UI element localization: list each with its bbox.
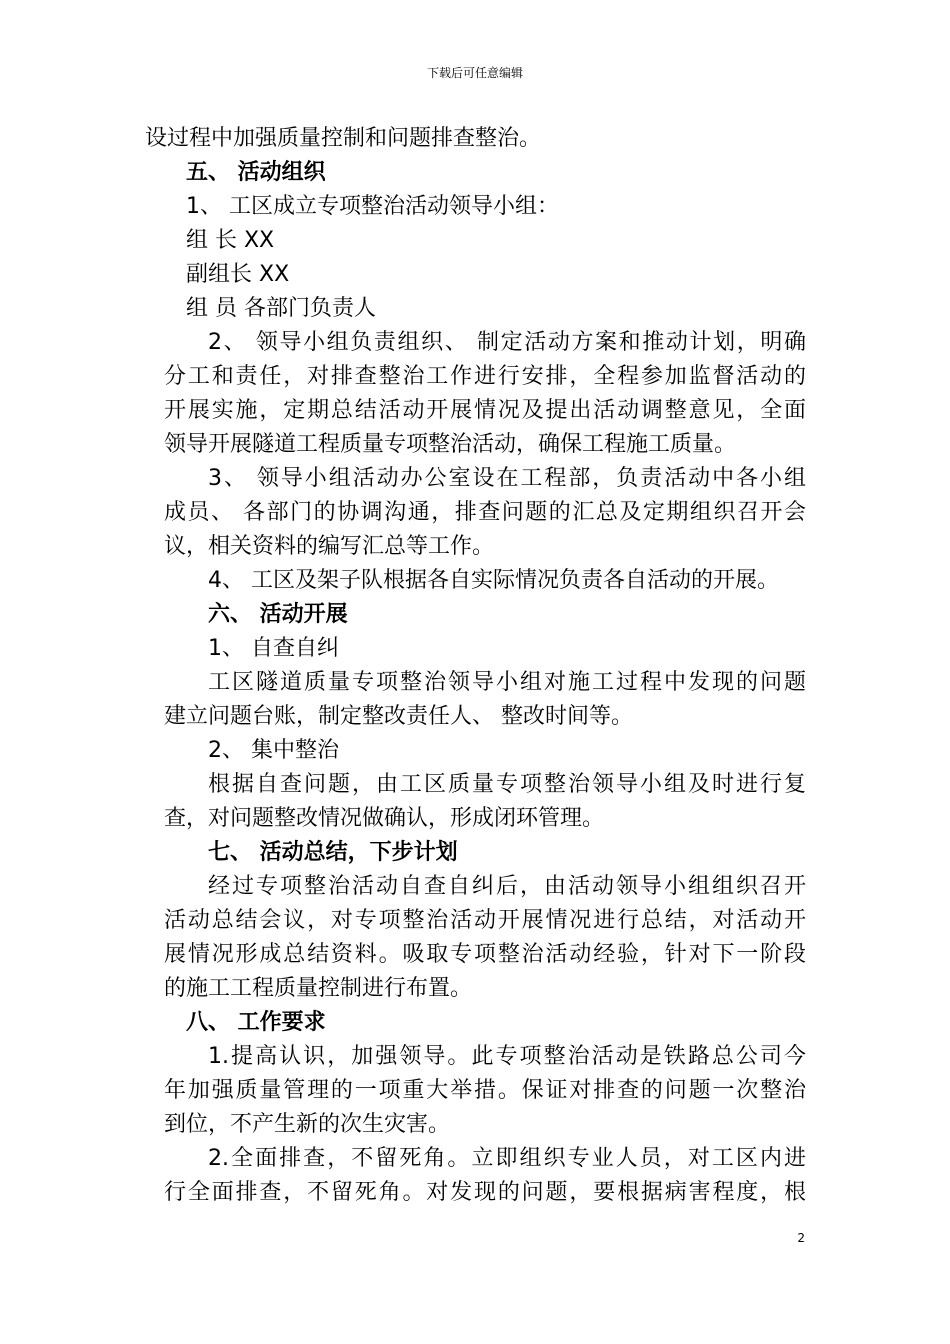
section-heading: 六、 活动开展 [208, 602, 348, 627]
section-heading: 八、 工作要求 [186, 1010, 326, 1035]
body-line: 设过程中加强质量控制和问题排查整治。 [145, 126, 542, 151]
body-line: 分工和责任，对排查整治工作进行安排，全程参加监督活动的 [164, 364, 806, 389]
body-line: 2、 领导小组负责组织、 制定活动方案和推动计划，明确 [208, 330, 806, 355]
body-line: 副组长 XX [186, 262, 290, 287]
body-line: 1、 自查自纠 [208, 636, 339, 661]
section-heading: 七、 活动总结，下步计划 [208, 840, 458, 865]
body-line: 议，相关资料的编写汇总等工作。 [164, 534, 495, 559]
body-line: 展情况形成总结资料。吸取专项整治活动经验，针对下一阶段 [164, 942, 806, 967]
body-line: 成员、 各部门的协调沟通，排查问题的汇总及定期组织召开会 [164, 500, 806, 525]
body-line: 组 长 XX [186, 228, 275, 253]
page-header: 下载后可任意编辑 [426, 66, 523, 80]
body-line: 4、 工区及架子队根据各自实际情况负责各自活动的开展。 [208, 568, 779, 593]
body-line: 1.提高认识，加强领导。此专项整治活动是铁路总公司今 [208, 1044, 806, 1069]
section-heading: 五、 活动组织 [186, 160, 326, 185]
body-line: 2、 集中整治 [208, 738, 339, 763]
body-line: 的施工工程质量控制进行布置。 [164, 976, 473, 1001]
body-line: 3、 领导小组活动办公室设在工程部，负责活动中各小组 [208, 466, 806, 491]
body-line: 活动总结会议，对专项整治活动开展情况进行总结，对活动开 [164, 908, 806, 933]
body-line: 经过专项整治活动自查自纠后，由活动领导小组组织召开 [208, 874, 806, 899]
body-line: 年加强质量管理的一项重大举措。保证对排查的问题一次整治 [164, 1078, 806, 1103]
body-line: 组 员 各部门负责人 [186, 296, 376, 321]
body-line: 领导开展隧道工程质量专项整治活动，确保工程施工质量。 [164, 432, 737, 457]
body-line: 工区隧道质量专项整治领导小组对施工过程中发现的问题 [208, 670, 806, 695]
body-line: 开展实施，定期总结活动开展情况及提出活动调整意见，全面 [164, 398, 806, 423]
body-line: 行全面排查，不留死角。对发现的问题，要根据病害程度，根 [164, 1180, 806, 1205]
body-line: 2.全面排查，不留死角。立即组织专业人员，对工区内进 [208, 1146, 806, 1171]
body-line: 1、 工区成立专项整治活动领导小组： [186, 194, 559, 219]
body-line: 到位，不产生新的次生灾害。 [164, 1112, 451, 1137]
body-line: 建立问题台账，制定整改责任人、 整改时间等。 [164, 704, 633, 729]
body-line: 查，对问题整改情况做确认，形成闭环管理。 [164, 806, 605, 831]
body-line: 根据自查问题，由工区质量专项整治领导小组及时进行复 [208, 772, 806, 797]
page-number: 2 [797, 1231, 805, 1245]
